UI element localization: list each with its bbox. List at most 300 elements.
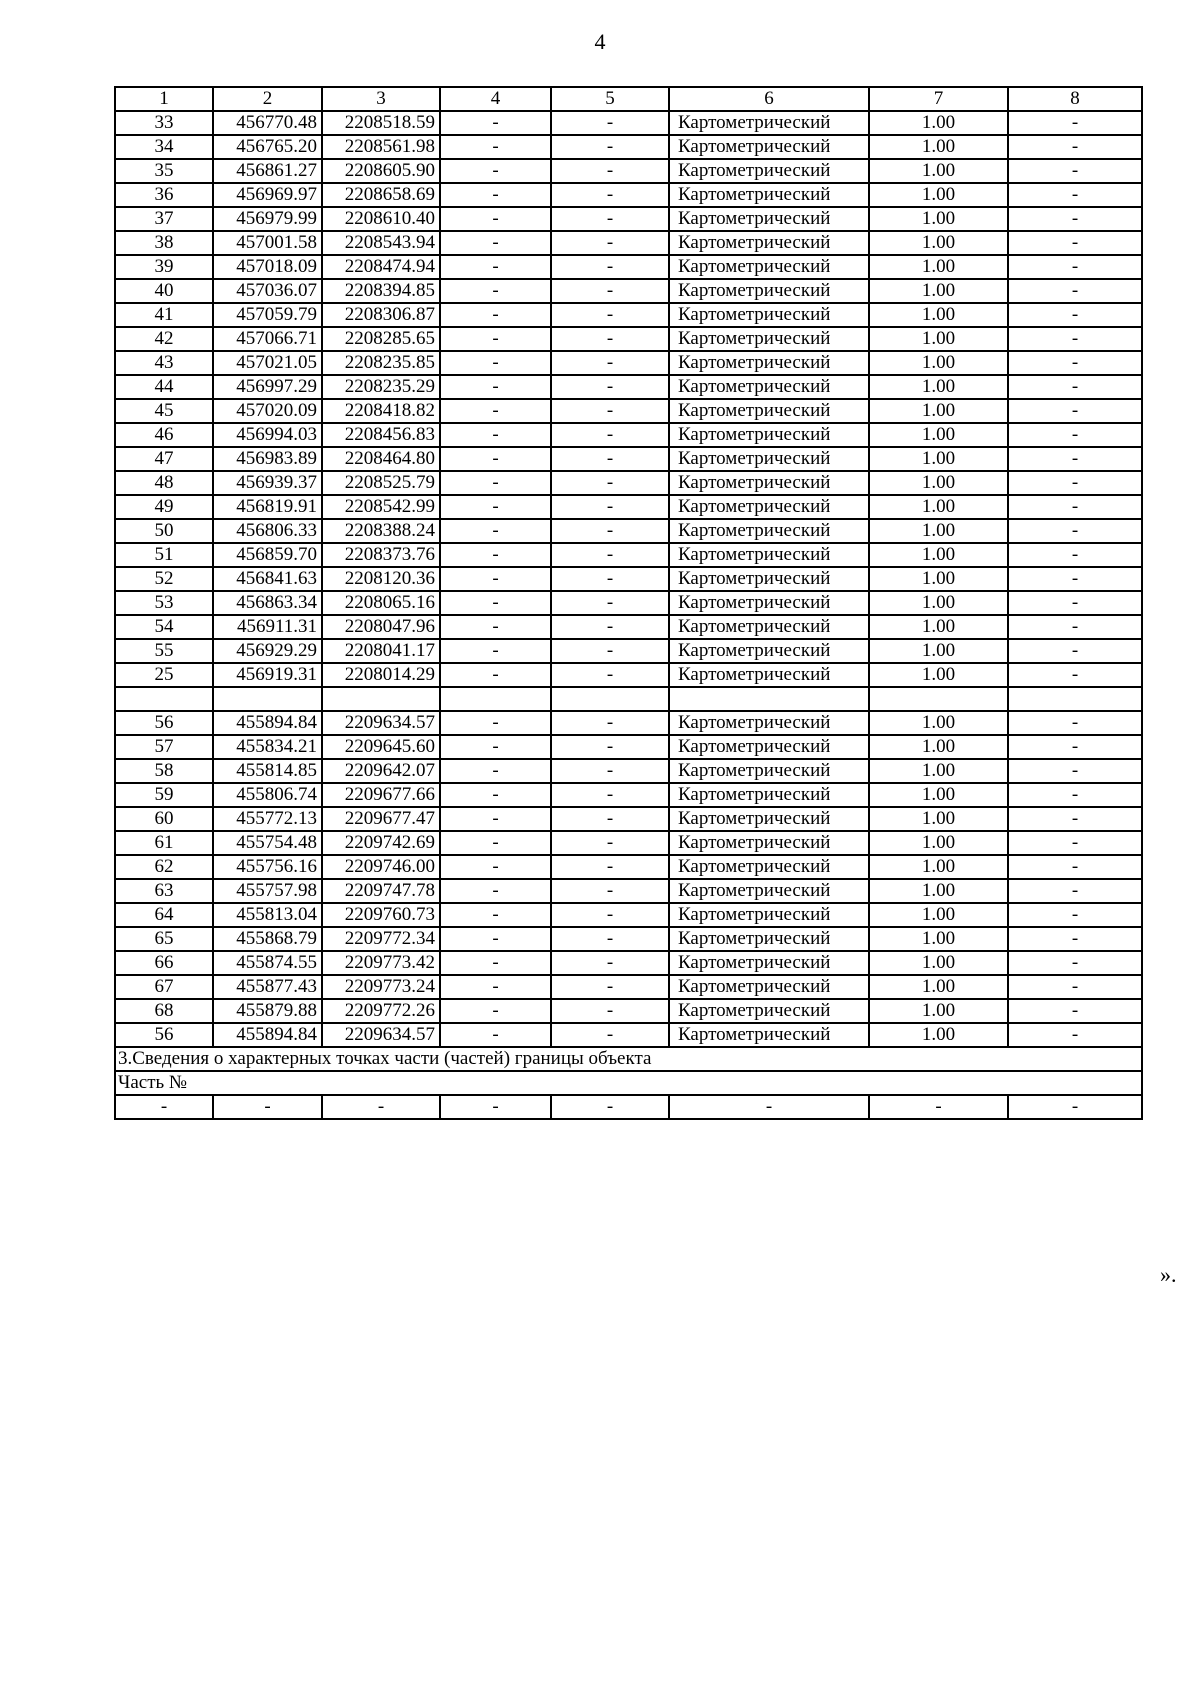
header-row xyxy=(115,87,1142,111)
table-row-method: Картометрический xyxy=(669,1023,869,1047)
table-row-point-number: 42 xyxy=(115,327,213,351)
table-row-accuracy: 1.00 xyxy=(869,879,1008,903)
table-row-col-4: - xyxy=(440,759,551,783)
table-row-coord-y: 2209772.26 xyxy=(322,999,440,1023)
table-row-col-4: - xyxy=(440,927,551,951)
table-row-col-8: - xyxy=(1008,351,1142,375)
table-row-accuracy: 1.00 xyxy=(869,615,1008,639)
table-row-col-5: - xyxy=(551,663,669,687)
table-row-method: Картометрический xyxy=(669,807,869,831)
table-row-col-5: - xyxy=(551,111,669,135)
table-row-method: Картометрический xyxy=(669,615,869,639)
table-row-col-5: - xyxy=(551,303,669,327)
table-row-coord-x: 455894.84 xyxy=(213,711,322,735)
table-row-col-4: - xyxy=(440,303,551,327)
table-row-coord-x: 455772.13 xyxy=(213,807,322,831)
table-row xyxy=(115,111,1142,135)
table-row-method: Картометрический xyxy=(669,423,869,447)
table-row-method: Картометрический xyxy=(669,759,869,783)
table-row-method: Картометрический xyxy=(669,471,869,495)
table-row-coord-x xyxy=(213,687,322,711)
table-row-accuracy: 1.00 xyxy=(869,231,1008,255)
table-row-col-8: - xyxy=(1008,423,1142,447)
table-row-col-8: - xyxy=(1008,831,1142,855)
table-row-coord-x: 456994.03 xyxy=(213,423,322,447)
table-row-col-8: - xyxy=(1008,303,1142,327)
table-row-accuracy: 1.00 xyxy=(869,735,1008,759)
table-row-col-5: - xyxy=(551,231,669,255)
table-row-point-number: 57 xyxy=(115,735,213,759)
table-row-accuracy: 1.00 xyxy=(869,663,1008,687)
table-row-col-5 xyxy=(551,687,669,711)
table-row-col-8: - xyxy=(1008,855,1142,879)
table-row-col-5: - xyxy=(551,951,669,975)
table-row-coord-x: 456770.48 xyxy=(213,111,322,135)
table-row-col-5: - xyxy=(551,423,669,447)
table-row-coord-x: 456806.33 xyxy=(213,519,322,543)
table-row xyxy=(115,543,1142,567)
table-row-coord-y: 2209645.60 xyxy=(322,735,440,759)
table-row-coord-x: 456911.31 xyxy=(213,615,322,639)
table-row xyxy=(115,1023,1142,1047)
table-row-col-5: - xyxy=(551,135,669,159)
table-row-method: Картометрический xyxy=(669,303,869,327)
table-row-coord-y: 2208456.83 xyxy=(322,423,440,447)
table-row-col-4: - xyxy=(440,375,551,399)
table-row-accuracy: 1.00 xyxy=(869,759,1008,783)
table-row-method: Картометрический xyxy=(669,975,869,999)
table-row-coord-y: 2208518.59 xyxy=(322,111,440,135)
table-row-col-5: - xyxy=(551,375,669,399)
table-row-col-5: - xyxy=(551,351,669,375)
table-row-point-number: 65 xyxy=(115,927,213,951)
table-row-col-4: - xyxy=(440,567,551,591)
table-row-point-number: 56 xyxy=(115,711,213,735)
table-row-coord-y: 2209677.66 xyxy=(322,783,440,807)
table-row xyxy=(115,663,1142,687)
table-row-coord-y: 2209746.00 xyxy=(322,855,440,879)
table-row-coord-y: 2208543.94 xyxy=(322,231,440,255)
table-row-coord-x: 456819.91 xyxy=(213,495,322,519)
table-row-coord-x: 455877.43 xyxy=(213,975,322,999)
table-row-method: Картометрический xyxy=(669,831,869,855)
table-row-col-5: - xyxy=(551,807,669,831)
header-row-col-5: 5 xyxy=(551,87,669,111)
table-row-coord-y: 2208306.87 xyxy=(322,303,440,327)
table-row-point-number: 38 xyxy=(115,231,213,255)
page-number: 4 xyxy=(594,29,606,54)
table-row-accuracy: 1.00 xyxy=(869,255,1008,279)
table-row-point-number: 45 xyxy=(115,399,213,423)
table-row-col-8: - xyxy=(1008,159,1142,183)
table-row-coord-x: 456841.63 xyxy=(213,567,322,591)
table-row-col-5: - xyxy=(551,903,669,927)
table-row-col-4: - xyxy=(440,1023,551,1047)
table-row-point-number: 64 xyxy=(115,903,213,927)
table-row-col-8: - xyxy=(1008,615,1142,639)
table-row-accuracy: 1.00 xyxy=(869,975,1008,999)
table-row-point-number: 25 xyxy=(115,663,213,687)
table-row-accuracy: 1.00 xyxy=(869,639,1008,663)
table-row-coord-y: 2208041.17 xyxy=(322,639,440,663)
table-row xyxy=(115,327,1142,351)
table-row-col-5: - xyxy=(551,519,669,543)
table-row-accuracy: 1.00 xyxy=(869,519,1008,543)
table-row-col-4: - xyxy=(440,423,551,447)
table-row-col-4: - xyxy=(440,975,551,999)
header-row-col-4: 4 xyxy=(440,87,551,111)
table-row-col-5: - xyxy=(551,615,669,639)
table-row-point-number: 43 xyxy=(115,351,213,375)
empty-part-row-coord-y: - xyxy=(322,1095,440,1119)
table-row-coord-y: 2209742.69 xyxy=(322,831,440,855)
table-row-col-8: - xyxy=(1008,999,1142,1023)
table-row-coord-x: 456861.27 xyxy=(213,159,322,183)
table-row-method: Картометрический xyxy=(669,567,869,591)
table-row-point-number: 52 xyxy=(115,567,213,591)
table-row xyxy=(115,759,1142,783)
table-row xyxy=(115,951,1142,975)
table-row-point-number: 63 xyxy=(115,879,213,903)
table-row xyxy=(115,135,1142,159)
table-row-col-8: - xyxy=(1008,903,1142,927)
table-row-col-4: - xyxy=(440,639,551,663)
table-row-col-4: - xyxy=(440,663,551,687)
table-row-method: Картометрический xyxy=(669,855,869,879)
table-row-col-8: - xyxy=(1008,279,1142,303)
table-row-col-8: - xyxy=(1008,231,1142,255)
table-row-point-number: 53 xyxy=(115,591,213,615)
table-row xyxy=(115,159,1142,183)
table-row-coord-y: 2208235.29 xyxy=(322,375,440,399)
table-row-coord-x: 455879.88 xyxy=(213,999,322,1023)
table-row-method: Картометрический xyxy=(669,495,869,519)
table-row xyxy=(115,423,1142,447)
table-row-coord-y: 2208388.24 xyxy=(322,519,440,543)
table-row-col-4: - xyxy=(440,831,551,855)
table-row-col-5: - xyxy=(551,879,669,903)
table-row-point-number: 67 xyxy=(115,975,213,999)
table-row-coord-x: 455814.85 xyxy=(213,759,322,783)
table-row-accuracy: 1.00 xyxy=(869,399,1008,423)
table-row-coord-y: 2208047.96 xyxy=(322,615,440,639)
table-row-coord-x: 456859.70 xyxy=(213,543,322,567)
table-row-accuracy: 1.00 xyxy=(869,351,1008,375)
table-row-point-number: 47 xyxy=(115,447,213,471)
section-title-row xyxy=(115,1047,1142,1071)
table-row-point-number: 46 xyxy=(115,423,213,447)
table-row-col-5: - xyxy=(551,447,669,471)
table-row-coord-y: 2209772.34 xyxy=(322,927,440,951)
table-row-method: Картометрический xyxy=(669,735,869,759)
table-row-col-4: - xyxy=(440,711,551,735)
table-row-coord-y: 2208610.40 xyxy=(322,207,440,231)
closing-quote: ». xyxy=(1160,1262,1177,1287)
table-row-method: Картометрический xyxy=(669,879,869,903)
table-row-col-5: - xyxy=(551,1023,669,1047)
table-row-col-8: - xyxy=(1008,663,1142,687)
table-row-point-number xyxy=(115,687,213,711)
table-row-accuracy: 1.00 xyxy=(869,903,1008,927)
table-row-col-4: - xyxy=(440,255,551,279)
header-row-coord-x: 2 xyxy=(213,87,322,111)
table-row xyxy=(115,639,1142,663)
table-row-accuracy: 1.00 xyxy=(869,183,1008,207)
table-row-coord-x: 457021.05 xyxy=(213,351,322,375)
table-row-accuracy: 1.00 xyxy=(869,711,1008,735)
table-row-col-5: - xyxy=(551,255,669,279)
table-row-accuracy xyxy=(869,687,1008,711)
table-row xyxy=(115,567,1142,591)
table-row xyxy=(115,471,1142,495)
table-row-col-5: - xyxy=(551,639,669,663)
table-row-coord-x: 455874.55 xyxy=(213,951,322,975)
table-row-accuracy: 1.00 xyxy=(869,951,1008,975)
empty-part-row-col-5: - xyxy=(551,1095,669,1119)
table-body xyxy=(115,87,1142,1119)
table-row-point-number: 49 xyxy=(115,495,213,519)
table-row-col-8: - xyxy=(1008,519,1142,543)
table-row-col-8: - xyxy=(1008,639,1142,663)
table-row-accuracy: 1.00 xyxy=(869,855,1008,879)
table-row xyxy=(115,927,1142,951)
table-row-coord-x: 456863.34 xyxy=(213,591,322,615)
table-row-coord-x: 455754.48 xyxy=(213,831,322,855)
table-row-method: Картометрический xyxy=(669,351,869,375)
table-row-coord-y: 2208065.16 xyxy=(322,591,440,615)
table-row-col-4: - xyxy=(440,543,551,567)
section-title-row-text: 3.Сведения о характерных точках части (частей) границы объекта xyxy=(115,1047,1142,1071)
table-row-coord-x: 457020.09 xyxy=(213,399,322,423)
table-row-col-4: - xyxy=(440,135,551,159)
empty-part-row-col-8: - xyxy=(1008,1095,1142,1119)
empty-part-row xyxy=(115,1095,1142,1119)
table-row-col-5: - xyxy=(551,279,669,303)
table-row-accuracy: 1.00 xyxy=(869,999,1008,1023)
table-row-coord-x: 456919.31 xyxy=(213,663,322,687)
table-row-coord-y: 2208120.36 xyxy=(322,567,440,591)
table-row-col-5: - xyxy=(551,735,669,759)
table-row-col-8: - xyxy=(1008,447,1142,471)
table-row-method: Картометрический xyxy=(669,135,869,159)
table-row-accuracy: 1.00 xyxy=(869,927,1008,951)
table-row-col-5: - xyxy=(551,495,669,519)
table-row-col-4: - xyxy=(440,519,551,543)
table-row-col-8: - xyxy=(1008,471,1142,495)
table-row-accuracy: 1.00 xyxy=(869,543,1008,567)
table-row-method xyxy=(669,687,869,711)
table-row-col-4: - xyxy=(440,351,551,375)
table-row-coord-x: 456983.89 xyxy=(213,447,322,471)
table-row-coord-x: 457059.79 xyxy=(213,303,322,327)
table-row-accuracy: 1.00 xyxy=(869,567,1008,591)
table-row-accuracy: 1.00 xyxy=(869,807,1008,831)
table-row-col-5: - xyxy=(551,543,669,567)
table-row-col-5: - xyxy=(551,759,669,783)
table-row-col-8: - xyxy=(1008,399,1142,423)
table-row-point-number: 66 xyxy=(115,951,213,975)
table-row-method: Картометрический xyxy=(669,255,869,279)
table-row-method: Картометрический xyxy=(669,591,869,615)
table-row-method: Картометрический xyxy=(669,327,869,351)
table-row-accuracy: 1.00 xyxy=(869,831,1008,855)
table-row-coord-x: 457018.09 xyxy=(213,255,322,279)
table-row xyxy=(115,999,1142,1023)
table-row-coord-x: 457001.58 xyxy=(213,231,322,255)
table-row-coord-x: 456969.97 xyxy=(213,183,322,207)
table-row-method: Картометрический xyxy=(669,951,869,975)
table-row-accuracy: 1.00 xyxy=(869,1023,1008,1047)
table-row-col-8: - xyxy=(1008,591,1142,615)
table-row xyxy=(115,351,1142,375)
table-row-coord-y: 2209760.73 xyxy=(322,903,440,927)
table-row-accuracy: 1.00 xyxy=(869,135,1008,159)
table-row xyxy=(115,207,1142,231)
table-row-col-8: - xyxy=(1008,975,1142,999)
table-row-coord-x: 456929.29 xyxy=(213,639,322,663)
table-row-point-number: 61 xyxy=(115,831,213,855)
table-row-col-5: - xyxy=(551,831,669,855)
table-row-col-4 xyxy=(440,687,551,711)
table-row-accuracy: 1.00 xyxy=(869,111,1008,135)
table-row-point-number: 56 xyxy=(115,1023,213,1047)
table-row-point-number: 35 xyxy=(115,159,213,183)
table-row-accuracy: 1.00 xyxy=(869,303,1008,327)
table-row-col-5: - xyxy=(551,999,669,1023)
table-row-accuracy: 1.00 xyxy=(869,495,1008,519)
table-row-accuracy: 1.00 xyxy=(869,447,1008,471)
table-row-col-8: - xyxy=(1008,711,1142,735)
table-row-col-5: - xyxy=(551,567,669,591)
table-row-col-8: - xyxy=(1008,183,1142,207)
part-label-row-text: Часть № xyxy=(115,1071,1142,1095)
table-row-col-8: - xyxy=(1008,567,1142,591)
header-row-method: 6 xyxy=(669,87,869,111)
table-row-col-4: - xyxy=(440,735,551,759)
table-row-col-4: - xyxy=(440,807,551,831)
empty-part-row-point-number: - xyxy=(115,1095,213,1119)
table-row-coord-y: 2208418.82 xyxy=(322,399,440,423)
table-row-coord-y: 2209677.47 xyxy=(322,807,440,831)
table-row-col-4: - xyxy=(440,855,551,879)
table-row-coord-y: 2209773.42 xyxy=(322,951,440,975)
table-row-point-number: 44 xyxy=(115,375,213,399)
table-row-col-5: - xyxy=(551,471,669,495)
table-row-coord-x: 455813.04 xyxy=(213,903,322,927)
table-row-col-5: - xyxy=(551,207,669,231)
table-row-col-5: - xyxy=(551,927,669,951)
table-row-col-4: - xyxy=(440,783,551,807)
table-row-col-4: - xyxy=(440,591,551,615)
table-row xyxy=(115,855,1142,879)
table-row-coord-y: 2208394.85 xyxy=(322,279,440,303)
table-row-coord-y: 2208542.99 xyxy=(322,495,440,519)
table-row-point-number: 51 xyxy=(115,543,213,567)
table-row-method: Картометрический xyxy=(669,183,869,207)
table-row-coord-y: 2208474.94 xyxy=(322,255,440,279)
table-row xyxy=(115,783,1142,807)
table-row-point-number: 59 xyxy=(115,783,213,807)
table-row xyxy=(115,879,1142,903)
table-row-col-4: - xyxy=(440,159,551,183)
table-row-col-4: - xyxy=(440,615,551,639)
table-row-method: Картометрический xyxy=(669,399,869,423)
table-row-coord-y: 2208561.98 xyxy=(322,135,440,159)
table-row-method: Картометрический xyxy=(669,663,869,687)
table-row-method: Картометрический xyxy=(669,927,869,951)
table-row-col-4: - xyxy=(440,183,551,207)
table-row-accuracy: 1.00 xyxy=(869,423,1008,447)
table-row xyxy=(115,255,1142,279)
table-row-method: Картометрический xyxy=(669,159,869,183)
table-row xyxy=(115,231,1142,255)
table-row xyxy=(115,375,1142,399)
table-row-col-5: - xyxy=(551,591,669,615)
empty-part-row-accuracy: - xyxy=(869,1095,1008,1119)
table-row-point-number: 62 xyxy=(115,855,213,879)
table-row-coord-x: 455834.21 xyxy=(213,735,322,759)
table-row-coord-x: 456979.99 xyxy=(213,207,322,231)
table-row-accuracy: 1.00 xyxy=(869,159,1008,183)
table-row-point-number: 36 xyxy=(115,183,213,207)
table-row xyxy=(115,303,1142,327)
table-row-method: Картометрический xyxy=(669,375,869,399)
table-row-col-5: - xyxy=(551,711,669,735)
table-row-accuracy: 1.00 xyxy=(869,591,1008,615)
table-row-method: Картометрический xyxy=(669,447,869,471)
table-row-method: Картометрический xyxy=(669,711,869,735)
table-row-col-5: - xyxy=(551,183,669,207)
table-row-point-number: 54 xyxy=(115,615,213,639)
table-row-col-5: - xyxy=(551,327,669,351)
table-row-col-8: - xyxy=(1008,135,1142,159)
header-row-accuracy: 7 xyxy=(869,87,1008,111)
table-row-method: Картометрический xyxy=(669,279,869,303)
table-row-coord-y: 2208235.85 xyxy=(322,351,440,375)
table-row-coord-x: 456939.37 xyxy=(213,471,322,495)
table-row-coord-x: 457036.07 xyxy=(213,279,322,303)
table-row-col-8: - xyxy=(1008,783,1142,807)
table-row-coord-y: 2208464.80 xyxy=(322,447,440,471)
table-row-coord-y: 2208658.69 xyxy=(322,183,440,207)
table-row-col-4: - xyxy=(440,279,551,303)
table-row-col-8: - xyxy=(1008,879,1142,903)
table-row-point-number: 60 xyxy=(115,807,213,831)
table-row-col-5: - xyxy=(551,855,669,879)
table-row-method: Картометрический xyxy=(669,783,869,807)
table-row-coord-y: 2208014.29 xyxy=(322,663,440,687)
table-row-coord-y: 2208373.76 xyxy=(322,543,440,567)
table-row xyxy=(115,687,1142,711)
table-row-point-number: 39 xyxy=(115,255,213,279)
table-row xyxy=(115,615,1142,639)
table-row-col-8: - xyxy=(1008,111,1142,135)
table-row-point-number: 33 xyxy=(115,111,213,135)
table-row-method: Картометрический xyxy=(669,231,869,255)
table-row-method: Картометрический xyxy=(669,999,869,1023)
table-row-col-8: - xyxy=(1008,543,1142,567)
table-row-coord-y: 2209634.57 xyxy=(322,1023,440,1047)
table-row-col-8: - xyxy=(1008,255,1142,279)
table-row-method: Картометрический xyxy=(669,111,869,135)
table-row-coord-x: 455894.84 xyxy=(213,1023,322,1047)
table-row-accuracy: 1.00 xyxy=(869,327,1008,351)
table-row-col-8: - xyxy=(1008,807,1142,831)
table-row xyxy=(115,399,1142,423)
table-row-col-4: - xyxy=(440,951,551,975)
table-row-col-5: - xyxy=(551,783,669,807)
table-row-coord-y xyxy=(322,687,440,711)
